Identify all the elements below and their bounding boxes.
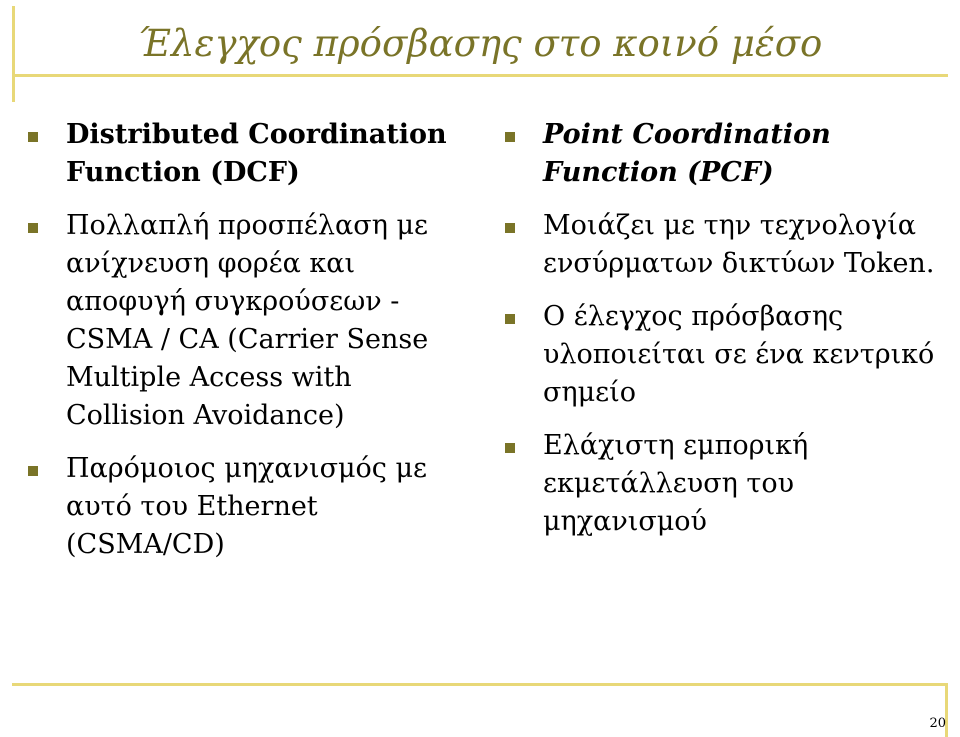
bottom-horizontal-rule xyxy=(12,683,948,686)
bullet-commercial-use xyxy=(505,427,945,541)
square-bullet-icon xyxy=(505,314,515,324)
bullet-central-control xyxy=(505,298,945,412)
slide-title: Έλεγχος πρόσβασης στο κοινό μέσο xyxy=(137,22,823,65)
bullet-text: Point Coordination Function (PCF) xyxy=(543,119,831,188)
bullet-ethernet-similarity xyxy=(28,450,478,564)
square-bullet-icon xyxy=(28,223,38,233)
square-bullet-icon xyxy=(505,132,515,142)
top-left-vertical-rule xyxy=(12,6,15,102)
bullet-pcf-heading xyxy=(505,116,945,192)
square-bullet-icon xyxy=(505,443,515,453)
bullet-dcf-heading xyxy=(28,116,478,192)
bullet-text: Παρόμοιος μηχανισμός με αυτό του Ethernet (CSMA/CD) xyxy=(66,453,428,560)
right-bullet-list xyxy=(505,116,945,556)
square-bullet-icon xyxy=(505,223,515,233)
bullet-token-similarity xyxy=(505,207,945,283)
bullet-text: Distributed Coordination Function (DCF) xyxy=(66,119,447,188)
bullet-text: Ο έλεγχος πρόσβασης υλοποιείται σε ένα κεντρικό σημείο xyxy=(543,301,935,408)
square-bullet-icon xyxy=(28,466,38,476)
square-bullet-icon xyxy=(28,132,38,142)
bullet-csma-ca xyxy=(28,207,478,435)
left-bullet-list xyxy=(28,116,478,579)
page-number: 20 xyxy=(929,716,946,731)
top-horizontal-rule xyxy=(12,74,948,77)
bullet-text: Ελάχιστη εμπορική εκμετάλλευση του μηχανισμού xyxy=(543,430,809,537)
bullet-text: Πολλαπλή προσπέλαση με ανίχνευση φορέα και αποφυγή συγκρούσεων - CSMA / CA (Carrier Sense Multiple Access with Collision Avoidance) xyxy=(66,210,429,431)
bullet-text: Μοιάζει με την τεχνολογία ενσύρματων δικτύων Token. xyxy=(543,210,935,279)
